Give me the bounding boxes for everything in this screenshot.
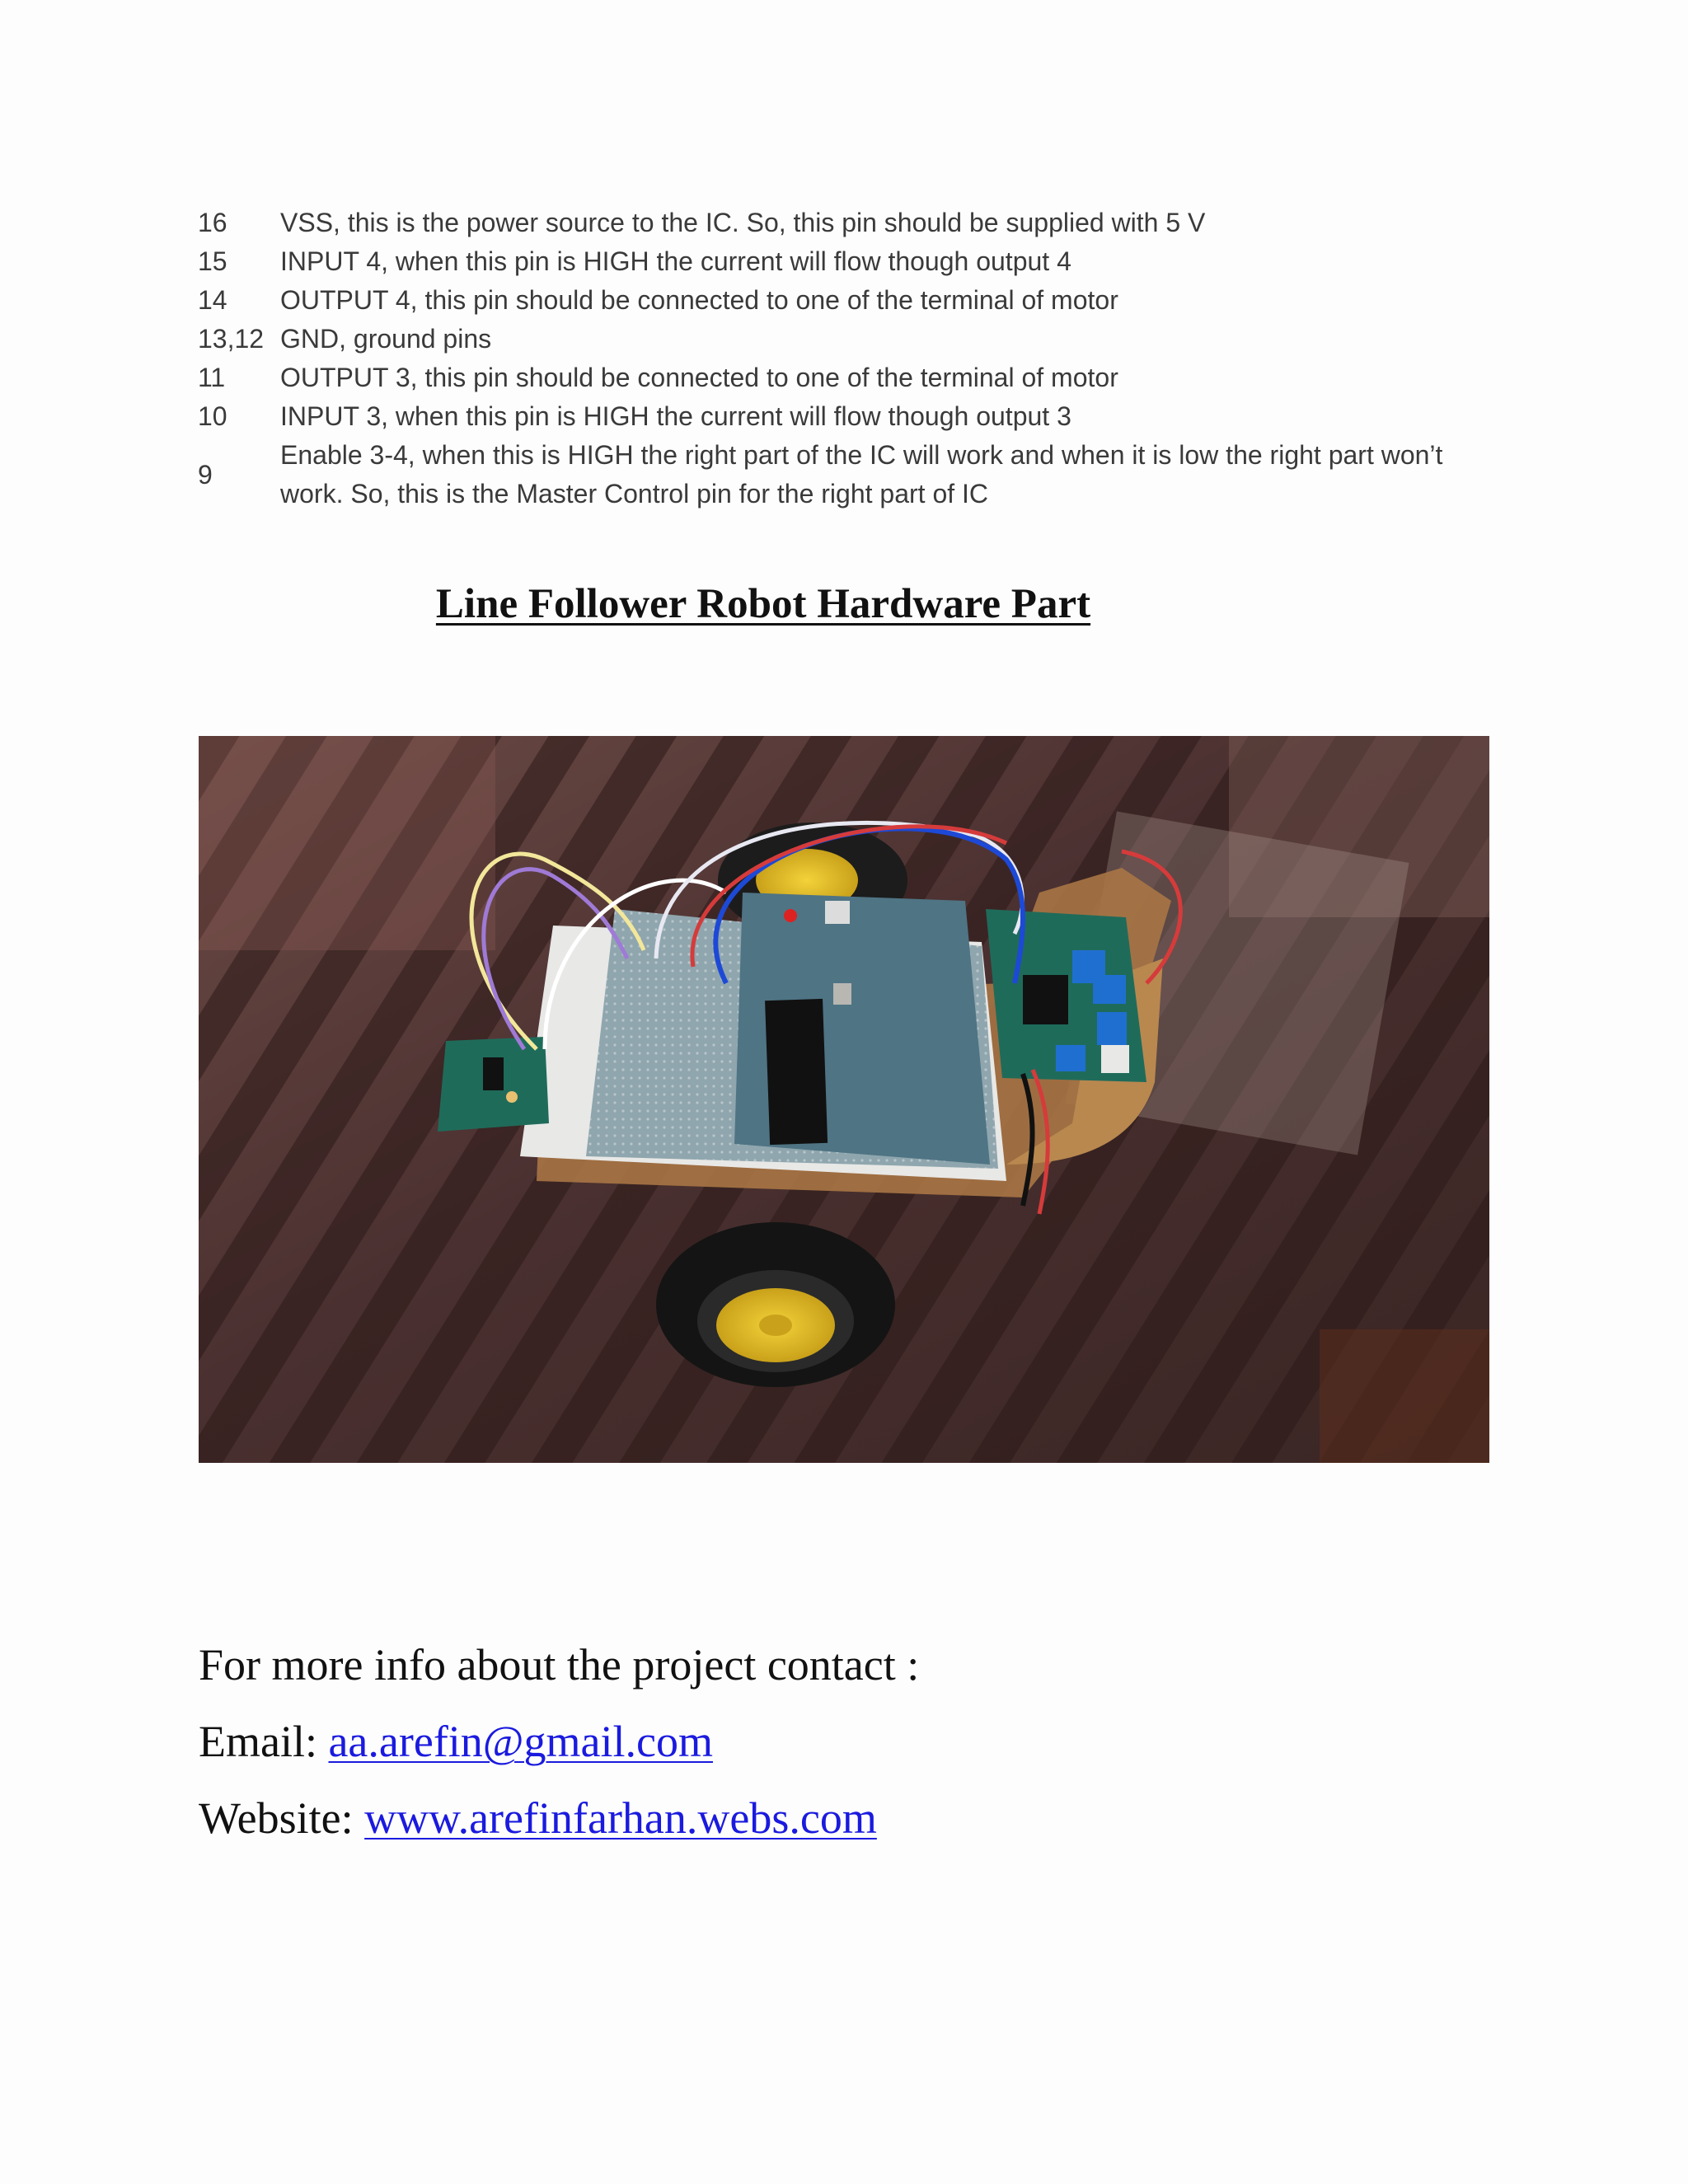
pin-row <box>198 242 1484 281</box>
website-label: Website: <box>199 1793 365 1843</box>
pin-number: 10 <box>198 401 227 431</box>
pin-number: 11 <box>198 363 226 392</box>
email-label: Email: <box>199 1717 329 1766</box>
website-line <box>199 1789 919 1866</box>
pin-description: OUTPUT 3, this pin should be connected to one of the terminal of motor <box>280 363 1118 392</box>
pin-description: INPUT 4, when this pin is HIGH the current will flow though output 4 <box>280 246 1071 276</box>
website-link[interactable]: www.arefinfarhan.webs.com <box>364 1793 877 1843</box>
pin-table <box>198 204 1484 513</box>
pin-number: 13,12 <box>198 324 265 354</box>
contact-section <box>199 1636 919 1866</box>
pin-number: 16 <box>198 208 227 237</box>
pin-row <box>198 204 1484 242</box>
pin-row <box>198 397 1484 436</box>
section-title: Line Follower Robot Hardware Part <box>435 581 1091 627</box>
contact-intro: For more info about the project contact : <box>199 1640 920 1690</box>
pin-row <box>198 320 1484 359</box>
pin-number: 15 <box>198 246 227 276</box>
pin-number: 14 <box>198 285 227 315</box>
robot-photo <box>199 736 1489 1463</box>
pin-description: INPUT 3, when this pin is HIGH the current will flow though output 3 <box>280 401 1071 431</box>
pin-description: GND, ground pins <box>280 324 492 354</box>
pin-description: VSS, this is the power source to the IC. So, this pin should be supplied with 5 V <box>280 208 1206 237</box>
email-link[interactable]: aa.arefin@gmail.com <box>328 1717 713 1766</box>
pin-description: OUTPUT 4, this pin should be connected to one of the terminal of motor <box>280 285 1118 315</box>
robot-photo-illustration <box>199 736 1489 1463</box>
pin-row <box>198 359 1484 397</box>
pin-row <box>198 436 1484 513</box>
email-line <box>199 1713 919 1789</box>
pin-description: Enable 3-4, when this is HIGH the right part of the IC will work and when it is low the right part won’t work. So, this is the Master Control pin for the right part of IC <box>280 440 1443 509</box>
pin-number: 9 <box>198 459 213 490</box>
pin-row <box>198 281 1484 320</box>
